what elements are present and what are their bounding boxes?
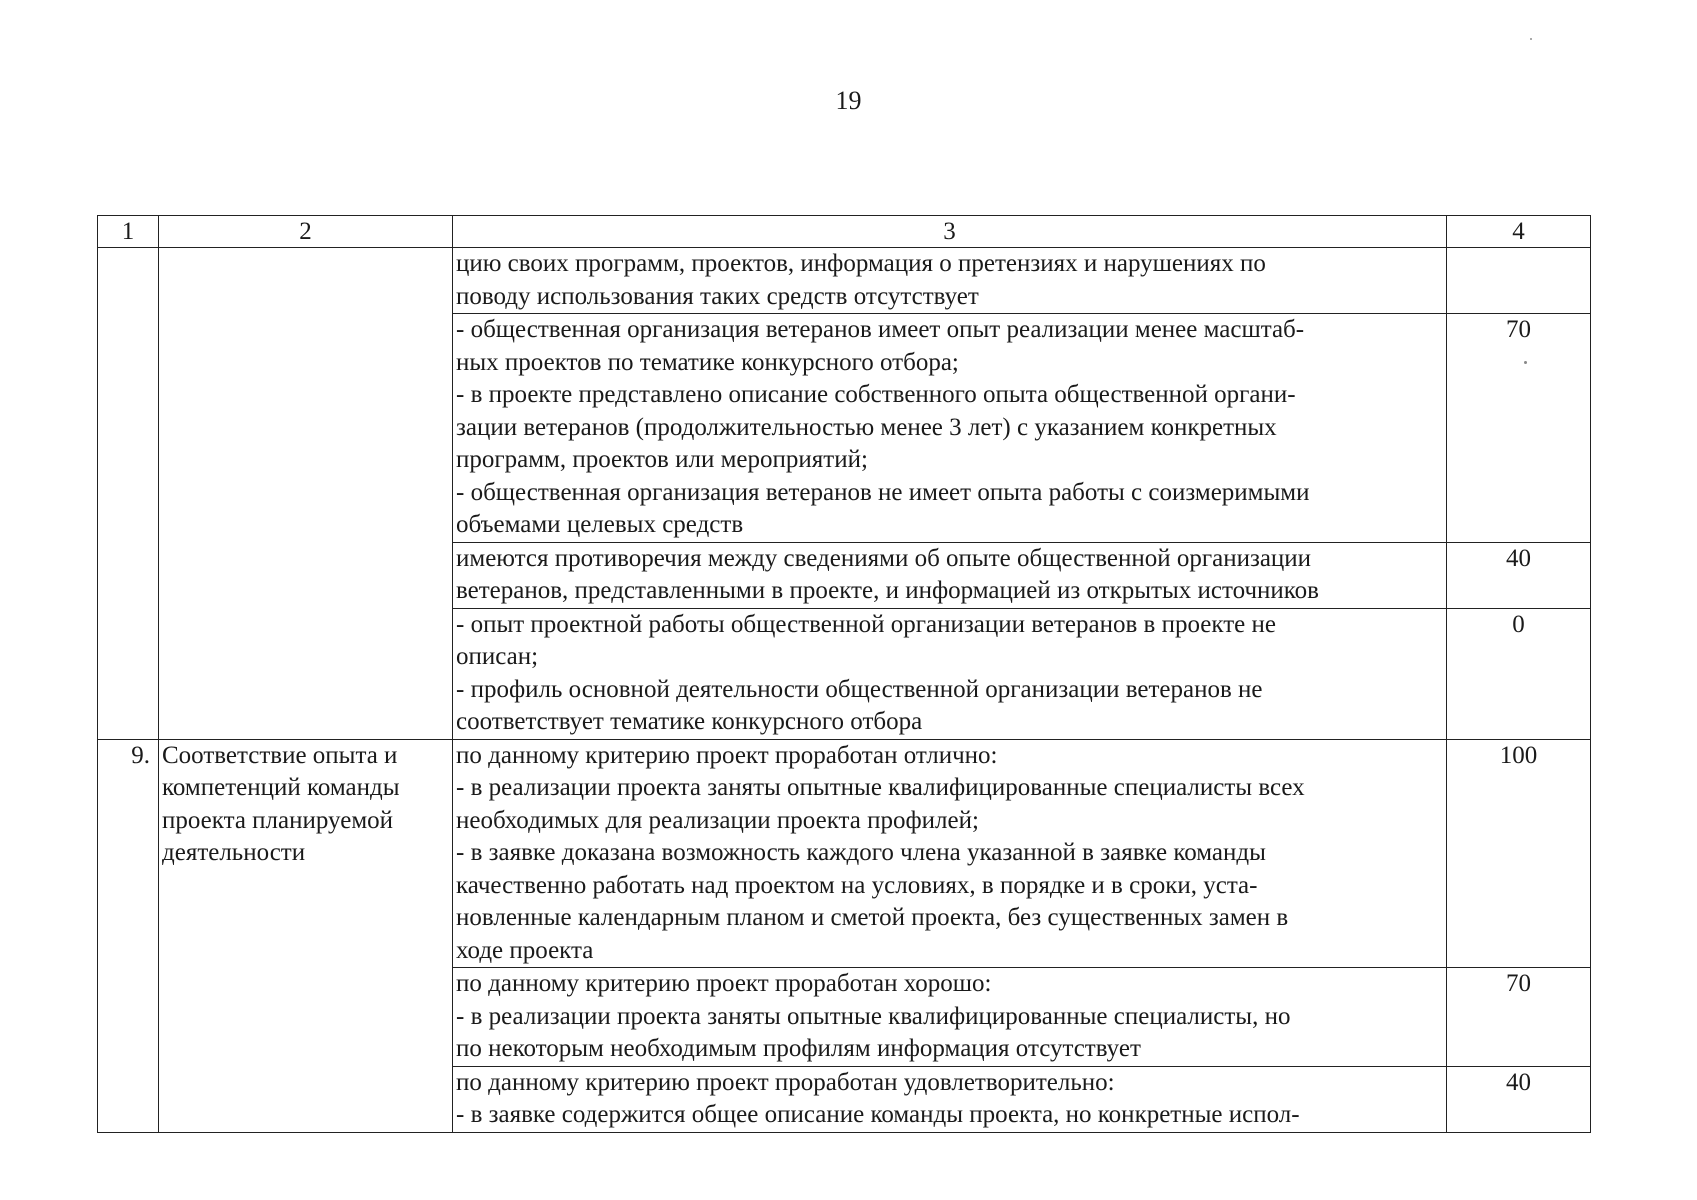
description-line: соответствует тематике конкурсного отбора	[456, 708, 923, 735]
table-row	[98, 739, 1591, 968]
description-line: по данному критерию проект проработан отлично:	[456, 741, 998, 769]
description-cell	[453, 1066, 1447, 1132]
description-line: новленные календарным планом и сметой проекта, без существенных замен в	[456, 904, 1289, 931]
description-line: - общественная организация ветеранов имеет опыт реализации менее масштаб-	[456, 316, 1305, 343]
description-line: необходимых для реализации проекта профилей;	[456, 806, 979, 834]
description-line: программ, проектов или мероприятий;	[456, 446, 868, 473]
score-cell: 40	[1447, 542, 1591, 608]
description-cell	[453, 248, 1447, 314]
scan-speck	[1530, 38, 1532, 40]
criterion-title-line: компетенций команды	[162, 774, 400, 801]
description-cell	[453, 542, 1447, 608]
description-line: зации ветеранов (продолжительностью менее 3 лет) с указанием конкретных	[456, 413, 1277, 441]
criterion-number: 9.	[98, 739, 159, 1132]
description-line: ветеранов, представленными в проекте, и информацией из открытых источников	[456, 577, 1319, 604]
description-cell	[453, 739, 1447, 968]
description-line: - в реализации проекта заняты опытные квалифицированные специалисты, но	[456, 1002, 1291, 1030]
header-col-2: 2	[159, 216, 453, 248]
score-cell: 100	[1447, 739, 1591, 968]
header-col-1: 1	[98, 216, 159, 248]
score-cell	[1447, 248, 1591, 314]
criterion-title	[159, 739, 453, 1132]
description-line: - в заявке содержится общее описание команды проекта, но конкретные испол-	[456, 1101, 1300, 1128]
description-line: качественно работать над проектом на условиях, в порядке и в сроки, уста-	[456, 871, 1258, 899]
description-line: по данному критерию проект проработан удовлетворительно:	[456, 1068, 1115, 1096]
criterion-title-line: деятельности	[162, 839, 306, 866]
score-cell: 0	[1447, 608, 1591, 739]
description-line: описан;	[456, 643, 539, 670]
description-line: по некоторым необходимым профилям информация отсутствует	[456, 1035, 1141, 1062]
description-line: - профиль основной деятельности общественной организации ветеранов не	[456, 675, 1263, 703]
description-line: ходе проекта	[456, 936, 594, 964]
criterion-cell-empty	[159, 248, 453, 740]
description-line: ных проектов по тематике конкурсного отбора;	[456, 348, 959, 376]
description-line: объемами целевых средств	[456, 511, 744, 538]
score-cell: 70	[1447, 314, 1591, 543]
table-row	[98, 248, 1591, 314]
description-line: - в проекте представлено описание собственного опыта общественной органи-	[456, 381, 1296, 408]
score-cell: 70	[1447, 968, 1591, 1067]
header-col-3: 3	[453, 216, 1447, 248]
description-line: - в реализации проекта заняты опытные квалифицированные специалисты всех	[456, 774, 1305, 801]
description-cell	[453, 314, 1447, 543]
scan-speck	[1524, 361, 1527, 364]
criterion-title-line: Соответствие опыта и	[162, 741, 398, 769]
header-col-4: 4	[1447, 216, 1591, 248]
criterion-title-line: проекта планируемой	[162, 806, 394, 834]
description-line: цию своих программ, проектов, информация о претензиях и нарушениях по	[456, 250, 1266, 277]
number-cell-empty	[98, 248, 159, 740]
description-cell	[453, 608, 1447, 739]
description-line: - в заявке доказана возможность каждого члена указанной в заявке команды	[456, 839, 1266, 866]
description-line: поводу использования таких средств отсутствует	[456, 282, 979, 310]
description-line: - общественная организация ветеранов не имеет опыта работы с соизмеримыми	[456, 478, 1310, 506]
page-number: 19	[835, 86, 862, 115]
criteria-table	[97, 215, 1591, 1133]
description-line: - опыт проектной работы общественной организации ветеранов в проекте не	[456, 610, 1276, 638]
score-cell: 40	[1447, 1066, 1591, 1132]
description-cell	[453, 968, 1447, 1067]
description-line: по данному критерию проект проработан хорошо:	[456, 970, 992, 997]
table-header-row	[98, 216, 1591, 248]
description-line: имеются противоречия между сведениями об опыте общественной организации	[456, 544, 1312, 572]
